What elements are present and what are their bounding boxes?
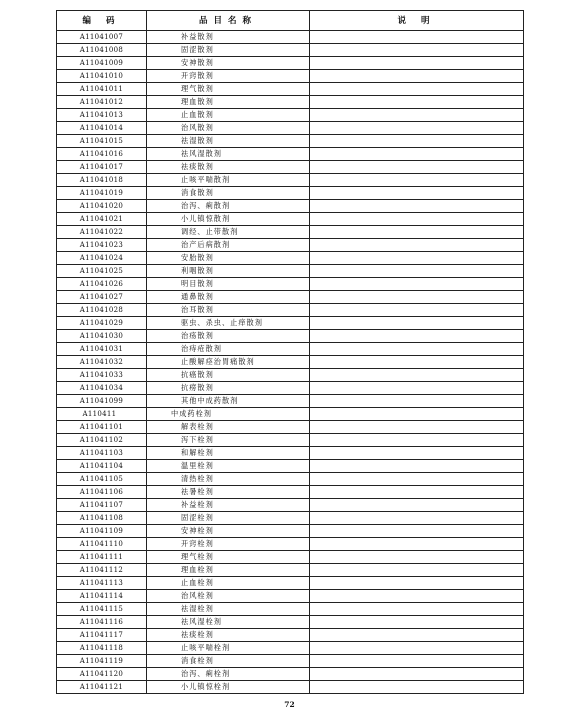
table-row	[57, 642, 524, 655]
cell-desc	[310, 486, 524, 499]
cell-code: A11041007	[57, 31, 147, 44]
page-number: 72	[284, 700, 295, 709]
cell-code: A11041110	[57, 538, 147, 551]
cell-name: 理血散剂	[147, 96, 310, 109]
cell-code: A110411	[57, 408, 147, 421]
cell-desc	[310, 200, 524, 213]
cell-desc	[310, 213, 524, 226]
cell-desc	[310, 187, 524, 200]
cell-desc	[310, 616, 524, 629]
cell-desc	[310, 512, 524, 525]
table-row	[57, 434, 524, 447]
cell-desc	[310, 57, 524, 70]
cell-desc	[310, 265, 524, 278]
cell-desc	[310, 226, 524, 239]
cell-code: A11041021	[57, 213, 147, 226]
cell-name: 治泻、痢散剂	[147, 200, 310, 213]
cell-desc	[310, 421, 524, 434]
cell-name: 泻下栓剂	[147, 434, 310, 447]
cell-desc	[310, 148, 524, 161]
cell-name: 补益栓剂	[147, 499, 310, 512]
cell-desc	[310, 382, 524, 395]
cell-name: 治痔疮散剂	[147, 343, 310, 356]
cell-name: 治风栓剂	[147, 590, 310, 603]
cell-desc	[310, 395, 524, 408]
cell-desc	[310, 460, 524, 473]
cell-name: 通鼻散剂	[147, 291, 310, 304]
cell-desc	[310, 577, 524, 590]
table-row	[57, 486, 524, 499]
cell-name: 止血散剂	[147, 109, 310, 122]
table-row	[57, 31, 524, 44]
cell-name: 理血栓剂	[147, 564, 310, 577]
cell-code: A11041016	[57, 148, 147, 161]
cell-code: A11041025	[57, 265, 147, 278]
table-row	[57, 564, 524, 577]
cell-name: 治泻、痢栓剂	[147, 668, 310, 681]
cell-name: 抗癌散剂	[147, 369, 310, 382]
cell-name: 解表栓剂	[147, 421, 310, 434]
cell-code: A11041020	[57, 200, 147, 213]
table-row	[57, 577, 524, 590]
cell-name: 其他中成药散剂	[147, 395, 310, 408]
cell-name: 调经、止带散剂	[147, 226, 310, 239]
table-row	[57, 655, 524, 668]
table-row	[57, 83, 524, 96]
table-row	[57, 161, 524, 174]
cell-desc	[310, 629, 524, 642]
catalog-table	[56, 10, 524, 694]
table-row	[57, 512, 524, 525]
cell-code: A11041104	[57, 460, 147, 473]
cell-name: 安胎散剂	[147, 252, 310, 265]
table-row	[57, 460, 524, 473]
cell-code: A11041017	[57, 161, 147, 174]
cell-desc	[310, 668, 524, 681]
cell-code: A11041008	[57, 44, 147, 57]
cell-name: 消食散剂	[147, 187, 310, 200]
cell-name: 止咳平喘栓剂	[147, 642, 310, 655]
cell-name: 消食栓剂	[147, 655, 310, 668]
table-row	[57, 382, 524, 395]
table-row	[57, 291, 524, 304]
catalog-table-container	[56, 10, 523, 694]
table-row	[57, 395, 524, 408]
cell-name: 明目散剂	[147, 278, 310, 291]
table-row	[57, 200, 524, 213]
table-row	[57, 551, 524, 564]
cell-code: A11041031	[57, 343, 147, 356]
cell-code: A11041114	[57, 590, 147, 603]
cell-code: A11041102	[57, 434, 147, 447]
header-name: 品目名称	[147, 11, 310, 31]
table-row	[57, 369, 524, 382]
header-code: 编 码	[57, 11, 147, 31]
cell-code: A11041109	[57, 525, 147, 538]
table-row	[57, 44, 524, 57]
cell-desc	[310, 304, 524, 317]
cell-desc	[310, 122, 524, 135]
cell-code: A11041121	[57, 681, 147, 694]
cell-code: A11041009	[57, 57, 147, 70]
table-row	[57, 187, 524, 200]
cell-desc	[310, 369, 524, 382]
cell-code: A11041118	[57, 642, 147, 655]
cell-desc	[310, 590, 524, 603]
cell-name: 止咳平喘散剂	[147, 174, 310, 187]
cell-code: A11041101	[57, 421, 147, 434]
cell-code: A11041014	[57, 122, 147, 135]
table-row	[57, 616, 524, 629]
cell-code: A11041106	[57, 486, 147, 499]
cell-name: 安神散剂	[147, 57, 310, 70]
cell-desc	[310, 330, 524, 343]
table-row	[57, 590, 524, 603]
table-row	[57, 408, 524, 421]
cell-name: 治风散剂	[147, 122, 310, 135]
cell-code: A11041013	[57, 109, 147, 122]
cell-name: 止酸解痉治胃痛散剂	[147, 356, 310, 369]
cell-desc	[310, 356, 524, 369]
cell-name: 小儿镇惊散剂	[147, 213, 310, 226]
cell-desc	[310, 291, 524, 304]
table-row	[57, 668, 524, 681]
table-row	[57, 629, 524, 642]
cell-code: A11041120	[57, 668, 147, 681]
cell-desc	[310, 564, 524, 577]
cell-code: A11041099	[57, 395, 147, 408]
cell-name: 固涩栓剂	[147, 512, 310, 525]
cell-name: 补益散剂	[147, 31, 310, 44]
cell-name: 祛痰栓剂	[147, 629, 310, 642]
cell-code: A11041032	[57, 356, 147, 369]
cell-name: 祛暑栓剂	[147, 486, 310, 499]
table-row	[57, 96, 524, 109]
cell-desc	[310, 83, 524, 96]
table-row	[57, 525, 524, 538]
table-row	[57, 135, 524, 148]
cell-name: 治产后病散剂	[147, 239, 310, 252]
cell-name: 抗痨散剂	[147, 382, 310, 395]
cell-code: A11041108	[57, 512, 147, 525]
table-row	[57, 265, 524, 278]
table-header-row	[57, 11, 524, 31]
cell-code: A11041117	[57, 629, 147, 642]
cell-name: 中成药栓剂	[147, 408, 310, 421]
table-row	[57, 421, 524, 434]
cell-desc	[310, 408, 524, 421]
cell-desc	[310, 44, 524, 57]
table-row	[57, 57, 524, 70]
cell-desc	[310, 447, 524, 460]
table-row	[57, 252, 524, 265]
cell-name: 祛风湿散剂	[147, 148, 310, 161]
table-row	[57, 473, 524, 486]
cell-name: 固涩散剂	[147, 44, 310, 57]
cell-name: 安神栓剂	[147, 525, 310, 538]
cell-name: 治耳散剂	[147, 304, 310, 317]
cell-name: 祛痰散剂	[147, 161, 310, 174]
cell-code: A11041027	[57, 291, 147, 304]
cell-desc	[310, 96, 524, 109]
cell-name: 利咽散剂	[147, 265, 310, 278]
cell-code: A11041019	[57, 187, 147, 200]
cell-name: 祛湿散剂	[147, 135, 310, 148]
cell-name: 和解栓剂	[147, 447, 310, 460]
cell-name: 祛湿栓剂	[147, 603, 310, 616]
cell-name: 开窍散剂	[147, 70, 310, 83]
cell-code: A11041011	[57, 83, 147, 96]
cell-desc	[310, 239, 524, 252]
cell-code: A11041112	[57, 564, 147, 577]
cell-desc	[310, 317, 524, 330]
cell-name: 开窍栓剂	[147, 538, 310, 551]
table-row	[57, 447, 524, 460]
cell-name: 驱虫、杀虫、止痒散剂	[147, 317, 310, 330]
cell-desc	[310, 252, 524, 265]
cell-desc	[310, 278, 524, 291]
table-row	[57, 317, 524, 330]
table-row	[57, 343, 524, 356]
cell-name: 小儿镇惊栓剂	[147, 681, 310, 694]
table-row	[57, 70, 524, 83]
cell-name: 理气栓剂	[147, 551, 310, 564]
cell-desc	[310, 681, 524, 694]
cell-name: 清热栓剂	[147, 473, 310, 486]
cell-code: A11041015	[57, 135, 147, 148]
cell-code: A11041107	[57, 499, 147, 512]
table-row	[57, 226, 524, 239]
cell-code: A11041018	[57, 174, 147, 187]
table-row	[57, 603, 524, 616]
cell-code: A11041119	[57, 655, 147, 668]
cell-code: A11041115	[57, 603, 147, 616]
cell-code: A11041026	[57, 278, 147, 291]
cell-desc	[310, 473, 524, 486]
table-row	[57, 681, 524, 694]
cell-desc	[310, 161, 524, 174]
cell-code: A11041113	[57, 577, 147, 590]
cell-desc	[310, 499, 524, 512]
table-row	[57, 278, 524, 291]
cell-desc	[310, 655, 524, 668]
cell-desc	[310, 538, 524, 551]
table-row	[57, 499, 524, 512]
cell-desc	[310, 434, 524, 447]
table-row	[57, 174, 524, 187]
cell-code: A11041030	[57, 330, 147, 343]
cell-name: 止血栓剂	[147, 577, 310, 590]
table-row	[57, 213, 524, 226]
cell-desc	[310, 109, 524, 122]
cell-code: A11041010	[57, 70, 147, 83]
table-row	[57, 109, 524, 122]
cell-code: A11041023	[57, 239, 147, 252]
cell-code: A11041034	[57, 382, 147, 395]
table-row	[57, 122, 524, 135]
cell-name: 治疡散剂	[147, 330, 310, 343]
cell-code: A11041116	[57, 616, 147, 629]
cell-name: 理气散剂	[147, 83, 310, 96]
table-row	[57, 538, 524, 551]
table-row	[57, 239, 524, 252]
cell-desc	[310, 551, 524, 564]
header-desc: 说 明	[310, 11, 524, 31]
cell-desc	[310, 31, 524, 44]
cell-code: A11041105	[57, 473, 147, 486]
table-row	[57, 148, 524, 161]
cell-code: A11041029	[57, 317, 147, 330]
cell-code: A11041028	[57, 304, 147, 317]
cell-desc	[310, 135, 524, 148]
cell-desc	[310, 603, 524, 616]
cell-code: A11041024	[57, 252, 147, 265]
table-row	[57, 356, 524, 369]
table-body	[57, 31, 524, 694]
cell-code: A11041111	[57, 551, 147, 564]
cell-code: A11041033	[57, 369, 147, 382]
cell-desc	[310, 525, 524, 538]
table-row	[57, 304, 524, 317]
cell-code: A11041012	[57, 96, 147, 109]
cell-name: 祛风湿栓剂	[147, 616, 310, 629]
cell-name: 温里栓剂	[147, 460, 310, 473]
cell-code: A11041022	[57, 226, 147, 239]
cell-desc	[310, 343, 524, 356]
cell-desc	[310, 70, 524, 83]
cell-desc	[310, 642, 524, 655]
cell-code: A11041103	[57, 447, 147, 460]
table-row	[57, 330, 524, 343]
cell-desc	[310, 174, 524, 187]
